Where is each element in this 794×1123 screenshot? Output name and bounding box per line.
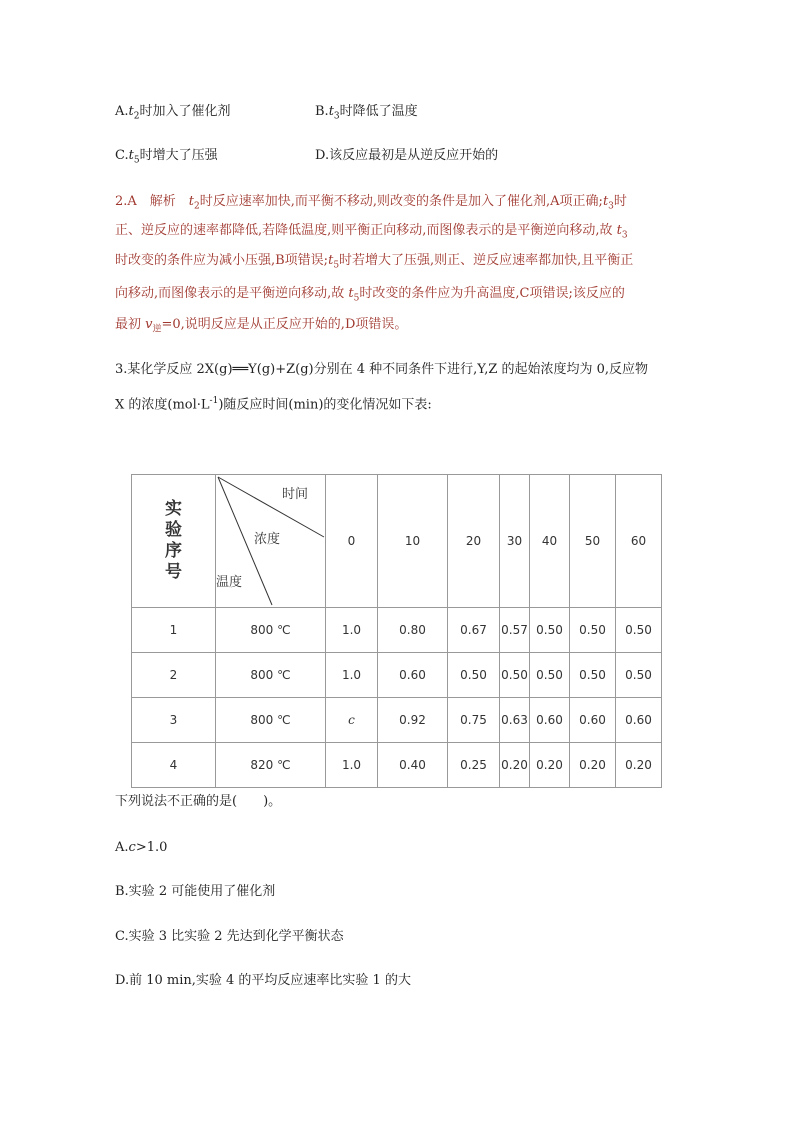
q3-option-d: D.前 10 min,实验 4 的平均反应速率比实验 1 的大 [115, 973, 411, 988]
diag-temp-label: 温度 [216, 575, 243, 590]
option-c: $C.t_5$时增大了压强 [115, 148, 218, 166]
time-col: 60 [616, 475, 662, 608]
answer-line-2: 正、逆反应的速率都降低,若降低温度,则平衡正向移动,而图像表示的是平衡逆向移动,故 $t_3$ [115, 223, 628, 241]
time-col: 20 [448, 475, 500, 608]
option-b: $B.t_3$时降低了温度 [315, 104, 418, 122]
answer-line-5: 最初 $v_逆=0$,说明反应是从正反应开始的,D项错误。 [115, 317, 408, 335]
table-row: 4 820 ℃ 1.0 0.40 0.25 0.20 0.20 0.20 0.20 [132, 743, 662, 788]
time-col: 50 [570, 475, 616, 608]
table-row: 1 800 ℃ 1.0 0.80 0.67 0.57 0.50 0.50 0.50 [132, 608, 662, 653]
answer-line-4: 向移动,而图像表示的是平衡逆向移动,故 $t_5$时改变的条件应为升高温度,C项错误;该反应的 [115, 286, 625, 304]
time-col: 0 [326, 475, 378, 608]
time-col: 40 [530, 475, 570, 608]
q3-option-b: B.实验 2 可能使用了催化剂 [115, 884, 276, 899]
option-a: $A.t_2$时加入了催化剂 [115, 104, 231, 122]
answer-line-1: 2.A 解析 $t_2$时反应速率加快,而平衡不移动,则改变的条件是加入了催化剂,A项正确$;t_3$时 [115, 194, 627, 212]
question-3-stem: 下列说法不正确的是( )。 [115, 794, 282, 809]
question-3-line-1: 3.某化学反应 2X(g)══Y(g)+Z(g)分别在 4 种不同条件下进行,Y,Z 的起始浓度均为 0,反应物 [115, 362, 649, 377]
diag-time-label: 时间 [282, 487, 309, 502]
diag-conc-label: 浓度 [254, 532, 281, 547]
time-col: 30 [500, 475, 530, 608]
time-col: 10 [378, 475, 448, 608]
question-3-line-2: X 的浓度$(mol\cdot L^{-1})$随反应时间(min)的变化情况如下表: [115, 396, 432, 413]
concentration-table [131, 474, 662, 788]
header-experiment-no: 实 验 序 号 [132, 475, 216, 608]
header-diagonal-cell [216, 475, 326, 608]
q3-option-a: A.c>1.0 [115, 840, 168, 855]
option-d: D.该反应最初是从逆反应开始的 [315, 148, 499, 163]
answer-line-3: 时改变的条件应为减小压强,B项错误$;t_5$时若增大了压强,则正、逆反应速率都加快,且平衡正 [115, 253, 634, 271]
q3-option-c: C.实验 3 比实验 2 先达到化学平衡状态 [115, 929, 344, 944]
table-row: 2 800 ℃ 1.0 0.60 0.50 0.50 0.50 0.50 0.50 [132, 653, 662, 698]
table-row: 3 800 ℃ c 0.92 0.75 0.63 0.60 0.60 0.60 [132, 698, 662, 743]
